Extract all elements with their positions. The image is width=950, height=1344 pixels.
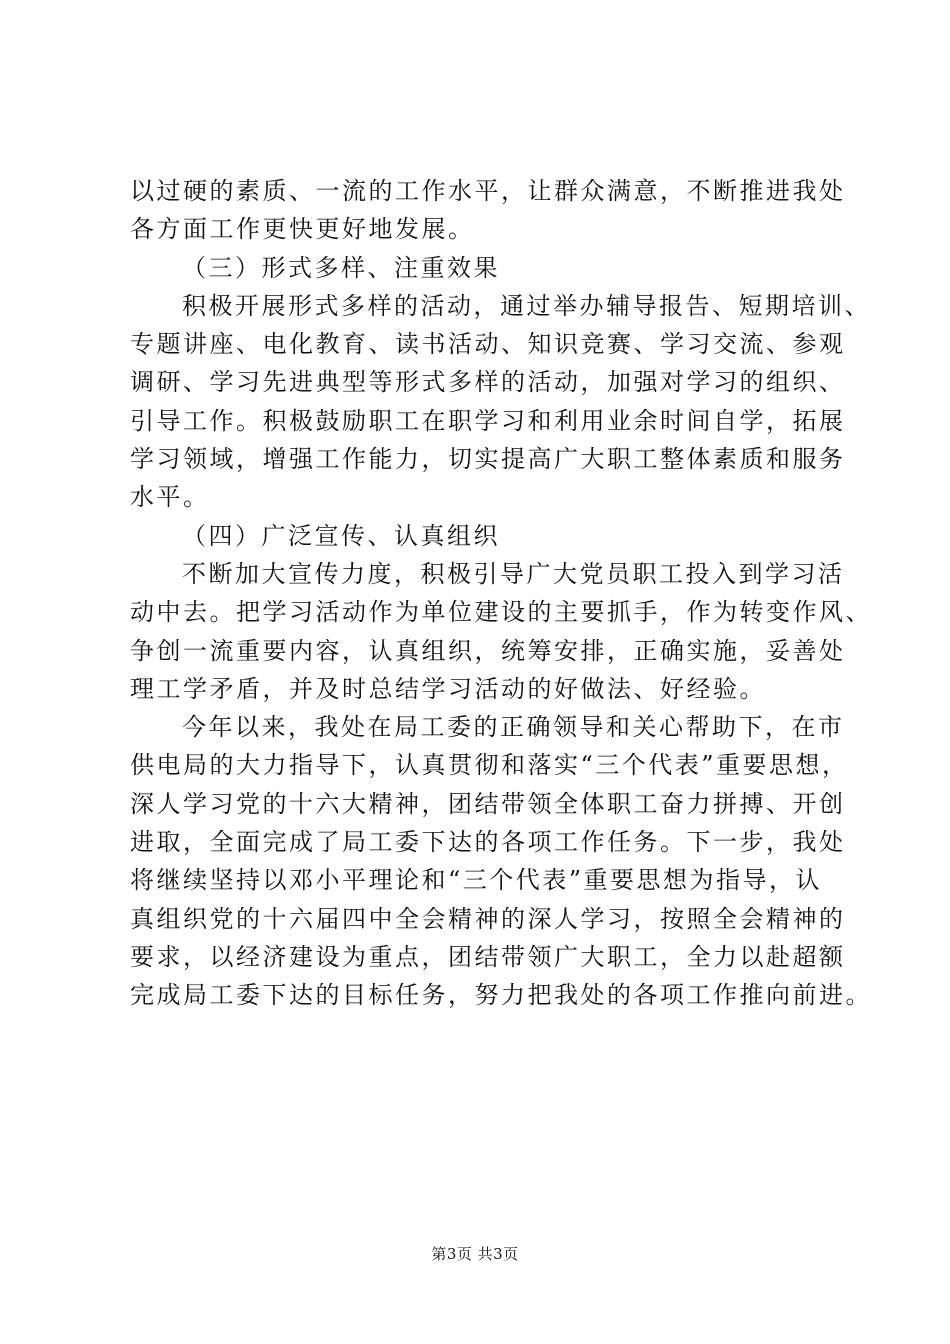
- text-line: 专题讲座、电化教育、读书活动、知识竞赛、学习交流、参观: [130, 330, 846, 359]
- text-line: 深人学习党的十六大精神，团结带领全体职工奋力拼搏、开创: [130, 789, 846, 818]
- text-line: 完成局工委下达的目标任务，努力把我处的各项工作推向前进。: [130, 981, 872, 1010]
- text-line: 争创一流重要内容，认真组织，统筹安排，正确实施，妥善处: [130, 636, 846, 665]
- text-line: 引导工作。积极鼓励职工在职学习和利用业余时间自学，拓展: [130, 406, 846, 435]
- page-number-footer: 第3页 共3页: [431, 1245, 519, 1263]
- section-heading: （三）形式多样、注重效果: [182, 253, 500, 282]
- text-line: 要求，以经济建设为重点，团结带领广大职工，全力以赴超额: [130, 942, 846, 971]
- text-line: 供电局的大力指导下，认真贯彻和落实“三个代表”重要思想，: [130, 751, 849, 780]
- text-line: 将继续坚持以邓小平理论和“三个代表”重要思想为指导，认: [130, 866, 823, 895]
- text-line: 以过硬的素质、一流的工作水平，让群众满意，不断推进我处: [130, 177, 846, 205]
- text-line: 进取，全面完成了局工委下达的各项工作任务。下一步，我处: [130, 828, 846, 857]
- text-line: 各方面工作更快更好地发展。: [130, 215, 475, 244]
- section-heading: （四）广泛宣传、认真组织: [182, 521, 500, 550]
- text-line: 积极开展形式多样的活动，通过举办辅导报告、短期培训、: [182, 291, 871, 320]
- text-line: 真组织党的十六届四中全会精神的深人学习，按照全会精神的: [130, 904, 846, 933]
- text-line: 理工学矛盾，并及时总结学习活动的好做法、好经验。: [130, 674, 766, 703]
- text-line: 水平。: [130, 483, 210, 512]
- text-line: 学习领域，增强工作能力，切实提高广大职工整体素质和服务: [130, 445, 846, 474]
- text-line: 不断加大宣传力度，积极引导广大党员职工投入到学习活: [182, 559, 845, 588]
- text-line: 动中去。把学习活动作为单位建设的主要抓手，作为转变作风、: [130, 598, 872, 627]
- text-line: 今年以来，我处在局工委的正确领导和关心帮助下，在市: [182, 713, 845, 742]
- text-line: 调研、学习先进典型等形式多样的活动，加强对学习的组织、: [130, 368, 846, 397]
- document-body: [130, 172, 872, 1015]
